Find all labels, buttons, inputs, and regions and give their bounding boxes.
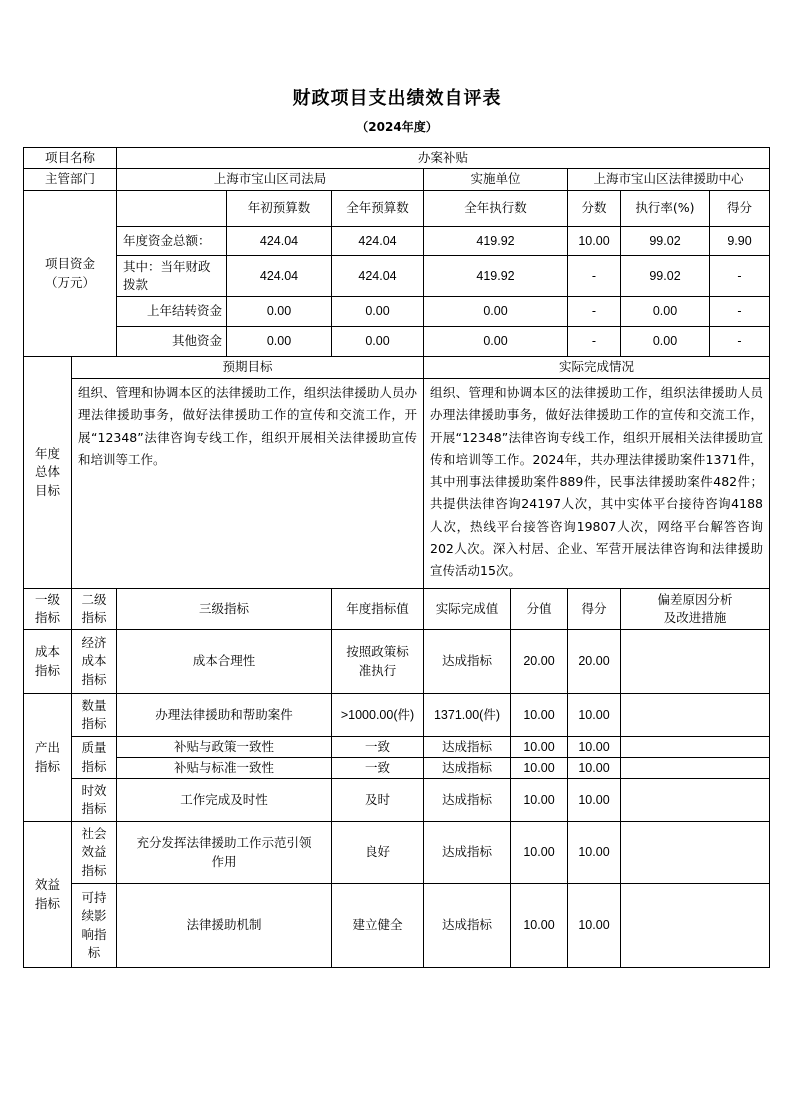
indicator-header-0: 一级 指标: [23, 588, 72, 630]
indicator-actual: 达成指标: [423, 778, 511, 822]
indicator-level3: 法律援助机制: [116, 883, 332, 968]
department-value: 上海市宝山区司法局: [116, 168, 424, 191]
indicator-score: 10.00: [567, 693, 621, 737]
indicator-target: 良好: [331, 821, 424, 884]
indicator-header-3: 年度指标值: [331, 588, 424, 630]
indicator-score: 10.00: [567, 821, 621, 884]
page-subtitle: （2024年度）: [356, 120, 438, 134]
indicator-deviation-note: [620, 736, 770, 758]
funds-value: 424.04: [226, 255, 332, 297]
project-funds-label: 项目资金 （万元）: [23, 190, 117, 357]
indicator-deviation-note: [620, 883, 770, 968]
funds-value: 0.00: [423, 326, 568, 357]
indicator-deviation-note: [620, 693, 770, 737]
funds-value: -: [709, 326, 770, 357]
indicator-level2: 数量 指标: [71, 693, 117, 737]
funds-row-label: 其中：当年财政 拨款: [116, 255, 227, 297]
funds-header-0: 年初预算数: [226, 190, 332, 227]
funds-value: -: [709, 296, 770, 327]
indicator-weight: 10.00: [510, 757, 568, 779]
funds-value: 9.90: [709, 226, 770, 256]
funds-header-2: 全年执行数: [423, 190, 568, 227]
funds-header-4: 执行率(%): [620, 190, 710, 227]
expected-goal-header: 预期目标: [71, 356, 424, 379]
funds-value: -: [567, 296, 621, 327]
actual-completion-text: 组织、管理和协调本区的法律援助工作，组织法律援助人员办理法律援助事务，做好法律援助工作的宣传和交流工作，开展“12348”法律咨询专线工作，组织开展相关法律援助宣传和培训等工作。2024年，共办理法律援助案件1371件，其中刑事法律援助案件889件，民事法律援助案件482件；共提供法律咨询24197人次，其中实体平台接待咨询4188人次，热线平台接答咨询19807人次，网络平台解答咨询202人次。深入村居、企业、军营开展法律咨询和法律援助宣传活动15次。: [423, 378, 770, 589]
indicator-score: 10.00: [567, 778, 621, 822]
funds-value: 0.00: [226, 326, 332, 357]
indicator-level2: 质量 指标: [71, 736, 117, 779]
funds-value: 99.02: [620, 226, 710, 256]
implementing-unit-label: 实施单位: [423, 168, 568, 191]
indicator-header-5: 分值: [510, 588, 568, 630]
funds-value: 424.04: [331, 255, 424, 297]
indicator-level3: 充分发挥法律援助工作示范引领 作用: [116, 821, 332, 884]
indicator-weight: 10.00: [510, 821, 568, 884]
indicator-actual: 1371.00(件): [423, 693, 511, 737]
indicator-level1: 成本 指标: [23, 629, 72, 694]
funds-value: 99.02: [620, 255, 710, 297]
funds-value: 0.00: [620, 326, 710, 357]
indicator-header-6: 得分: [567, 588, 621, 630]
page-title: 财政项目支出绩效自评表: [292, 88, 502, 109]
funds-value: 0.00: [331, 326, 424, 357]
project-name-value: 办案补贴: [116, 147, 770, 169]
indicator-level3: 工作完成及时性: [116, 778, 332, 822]
annual-goal-label: 年度 总体 目标: [23, 356, 72, 589]
funds-row-label: 上年结转资金: [116, 296, 227, 327]
funds-header-3: 分数: [567, 190, 621, 227]
indicator-level3: 成本合理性: [116, 629, 332, 694]
funds-value: 0.00: [423, 296, 568, 327]
funds-value: 10.00: [567, 226, 621, 256]
indicator-target: 一致: [331, 736, 424, 758]
funds-value: 419.92: [423, 226, 568, 256]
department-label: 主管部门: [23, 168, 117, 191]
funds-row-label: 年度资金总额：: [116, 226, 227, 256]
indicator-header-2: 三级指标: [116, 588, 332, 630]
indicator-level2: 可持 续影 响指 标: [71, 883, 117, 968]
indicator-deviation-note: [620, 629, 770, 694]
indicator-weight: 10.00: [510, 693, 568, 737]
indicator-weight: 10.00: [510, 736, 568, 758]
indicator-header-7: 偏差原因分析 及改进措施: [620, 588, 770, 630]
funds-header-1: 全年预算数: [331, 190, 424, 227]
funds-value: 419.92: [423, 255, 568, 297]
indicator-score: 20.00: [567, 629, 621, 694]
indicator-actual: 达成指标: [423, 821, 511, 884]
indicator-weight: 20.00: [510, 629, 568, 694]
indicator-header-1: 二级 指标: [71, 588, 117, 630]
funds-value: 424.04: [226, 226, 332, 256]
indicator-level3: 补贴与标准一致性: [116, 757, 332, 779]
indicator-level1: 效益 指标: [23, 821, 72, 968]
indicator-actual: 达成指标: [423, 629, 511, 694]
indicator-level3: 补贴与政策一致性: [116, 736, 332, 758]
indicator-actual: 达成指标: [423, 757, 511, 779]
funds-value: 0.00: [226, 296, 332, 327]
implementing-unit-value: 上海市宝山区法律援助中心: [567, 168, 770, 191]
funds-header-5: 得分: [709, 190, 770, 227]
indicator-target: 按照政策标 准执行: [331, 629, 424, 694]
indicator-target: 建立健全: [331, 883, 424, 968]
indicator-actual: 达成指标: [423, 883, 511, 968]
indicator-target: 及时: [331, 778, 424, 822]
funds-value: -: [567, 326, 621, 357]
indicator-score: 10.00: [567, 757, 621, 779]
indicator-target: >1000.00(件): [331, 693, 424, 737]
indicator-deviation-note: [620, 821, 770, 884]
indicator-score: 10.00: [567, 736, 621, 758]
funds-value: -: [567, 255, 621, 297]
expected-goal-text: 组织、管理和协调本区的法律援助工作，组织法律援助人员办理法律援助事务，做好法律援助工作的宣传和交流工作，开展“12348”法律咨询专线工作，组织开展相关法律援助宣传和培训等工作。: [71, 378, 424, 589]
indicator-actual: 达成指标: [423, 736, 511, 758]
indicator-target: 一致: [331, 757, 424, 779]
indicator-weight: 10.00: [510, 778, 568, 822]
funds-value: 424.04: [331, 226, 424, 256]
indicator-level3: 办理法律援助和帮助案件: [116, 693, 332, 737]
indicator-level1: 产出 指标: [23, 693, 72, 822]
actual-completion-header: 实际完成情况: [423, 356, 770, 379]
funds-header-blank: [116, 190, 227, 227]
funds-value: 0.00: [331, 296, 424, 327]
indicator-deviation-note: [620, 757, 770, 779]
funds-value: -: [709, 255, 770, 297]
indicator-header-4: 实际完成值: [423, 588, 511, 630]
indicator-level2: 时效 指标: [71, 778, 117, 822]
funds-row-label: 其他资金: [116, 326, 227, 357]
indicator-deviation-note: [620, 778, 770, 822]
indicator-level2: 经济 成本 指标: [71, 629, 117, 694]
indicator-level2: 社会 效益 指标: [71, 821, 117, 884]
project-name-label: 项目名称: [23, 147, 117, 169]
indicator-score: 10.00: [567, 883, 621, 968]
funds-value: 0.00: [620, 296, 710, 327]
indicator-weight: 10.00: [510, 883, 568, 968]
